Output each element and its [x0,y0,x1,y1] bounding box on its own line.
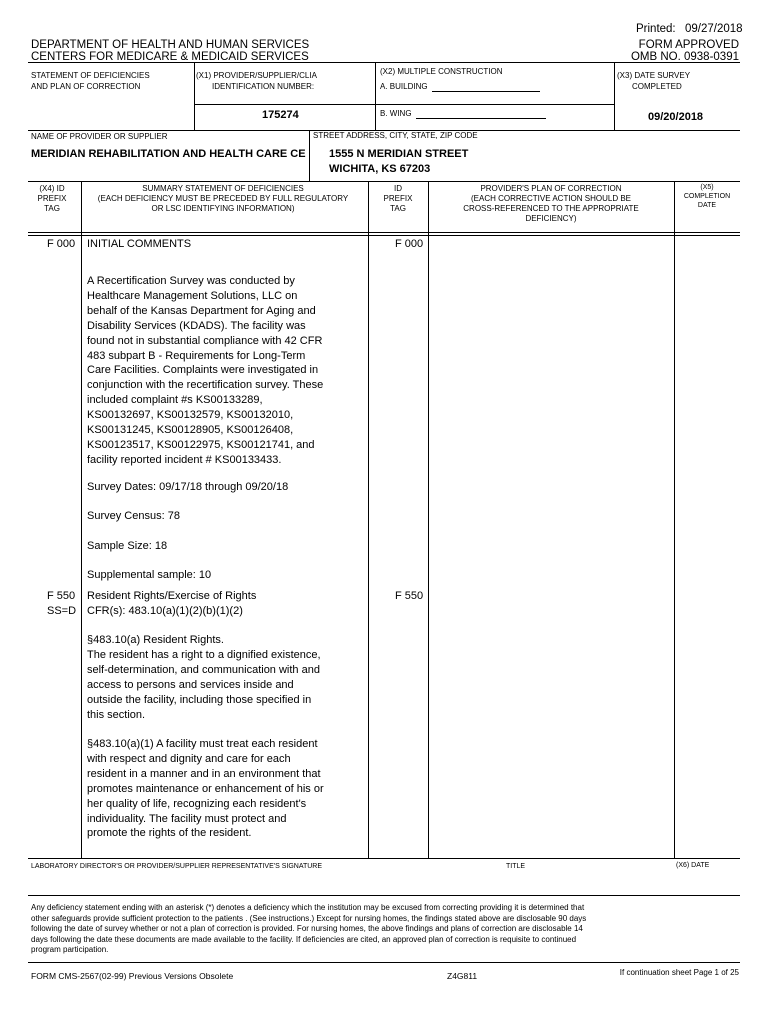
provider-name-label: NAME OF PROVIDER OR SUPPLIER [31,132,168,141]
sample-size: Sample Size: 18 [87,540,168,552]
plan-header: PROVIDER'S PLAN OF CORRECTION (EACH CORRECTIVE ACTION SHOULD BE CROSS-REFERENCED TO THE APPROPRIATE DEFICIENCY) [463,184,639,223]
id-prefix-header: ID PREFIX TAG [383,184,413,213]
intro-paragraph: A Recertification Survey was conducted by Healthcare Management Solutions, LLC on behalf of the Kansas Department for Aging and Disability Services (KDADS). The facility was found not in substantial compliance with 42 CFR 483 subpart B - Requirements for Long-Term Care Facilities. Complaints were investigated in conjunction with the recertification survey. These included complaint #s KS00133289, KS00132697, KS00132579, KS00132010, KS00131245, KS00128905, KS00126408, KS00123517, KS00122975, KS00121741, and facility reported incident # KS00133433. [87,275,324,466]
form-rule [28,858,740,859]
event-id: Z4G811 [447,971,478,981]
dignity-paragraph: §483.10(a)(1) A facility must treat each resident with respect and dignity and care for each resident in a manner and in an environment that promotes maintenance or enhancement of his or her quality of life, recognizing each resident's individuality. The facility must protect and promote the rights of the resident. [87,738,324,840]
x4-header: (X4) ID PREFIX TAG [37,184,67,213]
form-approved: FORM APPROVED [638,39,739,51]
x3-label-2: COMPLETED [632,82,682,91]
f550-cfr: CFR(s): 483.10(a)(1)(2)(b)(1)(2) [87,605,243,617]
form-rule [81,181,82,858]
f550-scope-severity: SS=D [47,605,77,617]
x1-label-2: IDENTIFICATION NUMBER: [212,82,315,91]
form-rule [194,104,614,105]
form-rule [28,962,740,963]
wing-label: B. WING [380,109,412,118]
title-label: TITLE [506,863,526,870]
completion-header: (X5) COMPLETION DATE [683,184,731,209]
provider-name: MERIDIAN REHABILITATION AND HEALTH CARE CE [31,148,306,160]
form-rule [28,181,740,182]
wing-blank [416,118,546,119]
form-identifier: FORM CMS-2567(02-99) Previous Versions Obsolete [31,971,234,981]
x2-label: (X2) MULTIPLE CONSTRUCTION [380,67,503,76]
department-title: DEPARTMENT OF HEALTH AND HUMAN SERVICES [31,39,310,51]
omb-number: OMB NO. 0938-0391 [630,51,739,63]
address-label: STREET ADDRESS, CITY, STATE, ZIP CODE [313,131,478,140]
continuation-page: If continuation sheet Page 1 of 25 [619,968,739,977]
provider-id: 175274 [262,109,299,121]
city-state-zip: WICHITA, KS 67203 [329,163,431,175]
f000-id-prefix: F 000 [395,238,424,250]
f550-id-prefix: F 550 [395,590,424,602]
f000-tag: F 000 [47,238,76,250]
form-rule [614,62,615,130]
street-address: 1555 N MERIDIAN STREET [329,148,469,160]
signature-label: LABORATORY DIRECTOR'S OR PROVIDER/SUPPLIER REPRESENTATIVE'S SIGNATURE [31,863,323,870]
form-rule [674,181,675,858]
building-label: A. BUILDING [380,82,428,91]
f550-title: Resident Rights/Exercise of Rights [87,590,257,602]
f000-title: INITIAL COMMENTS [87,238,192,250]
form-rule [375,62,376,130]
form-rule [194,62,195,130]
summary-header: SUMMARY STATEMENT OF DEFICIENCIES (EACH DEFICIENCY MUST BE PRECEDED BY FULL REGULATORY OR LSC IDENTIFYING INFORMATION) [97,184,349,213]
agency-title: CENTERS FOR MEDICARE & MEDICAID SERVICES [31,51,309,63]
statement-label-1: STATEMENT OF DEFICIENCIES [31,71,150,80]
survey-dates: Survey Dates: 09/17/18 through 09/20/18 [87,481,289,493]
building-field[interactable] [380,82,540,92]
survey-census: Survey Census: 78 [87,510,180,522]
form-rule [28,895,740,896]
building-blank [432,91,540,92]
wing-field[interactable] [380,109,546,119]
form-rule [309,130,310,181]
printed-label: Printed: [636,23,676,35]
printed-date: 09/27/2018 [685,23,743,35]
form-rule [368,181,369,858]
resident-rights-paragraph: §483.10(a) Resident Rights. The resident has a right to a dignified existence, self-determination, and communication with and access to persons and services inside and outside the facility, including those specified in this section. [87,634,321,721]
f550-tag: F 550 [47,590,76,602]
supplemental-sample: Supplemental sample: 10 [87,569,212,581]
form-rule [28,235,740,236]
x6-date-label: (X6) DATE [676,862,710,869]
form-rule [28,232,740,233]
x1-label-1: (X1) PROVIDER/SUPPLIER/CLIA [196,71,317,80]
form-rule [28,62,740,63]
form-rule [428,181,429,858]
survey-completed-date: 09/20/2018 [648,111,704,123]
disclosure-footnote: Any deficiency statement ending with an asterisk (*) denotes a deficiency which the institution may be excused from correcting providing it is determined that other safeguards provide sufficient protection to the patients . (See instructions.) Except for nursing homes, the findings stated above are disclosable 90 days following the date of survey whether or not a plan of correction is provided. For nursing homes, the above findings and plans of correction are disclosable 14 days following the date these documents are made available to the facility. If deficiencies are cited, an approved plan of correction is requisite to continued program participation. [31,903,587,954]
statement-label-2: AND PLAN OF CORRECTION [31,82,141,91]
x3-label-1: (X3) DATE SURVEY [617,71,691,80]
